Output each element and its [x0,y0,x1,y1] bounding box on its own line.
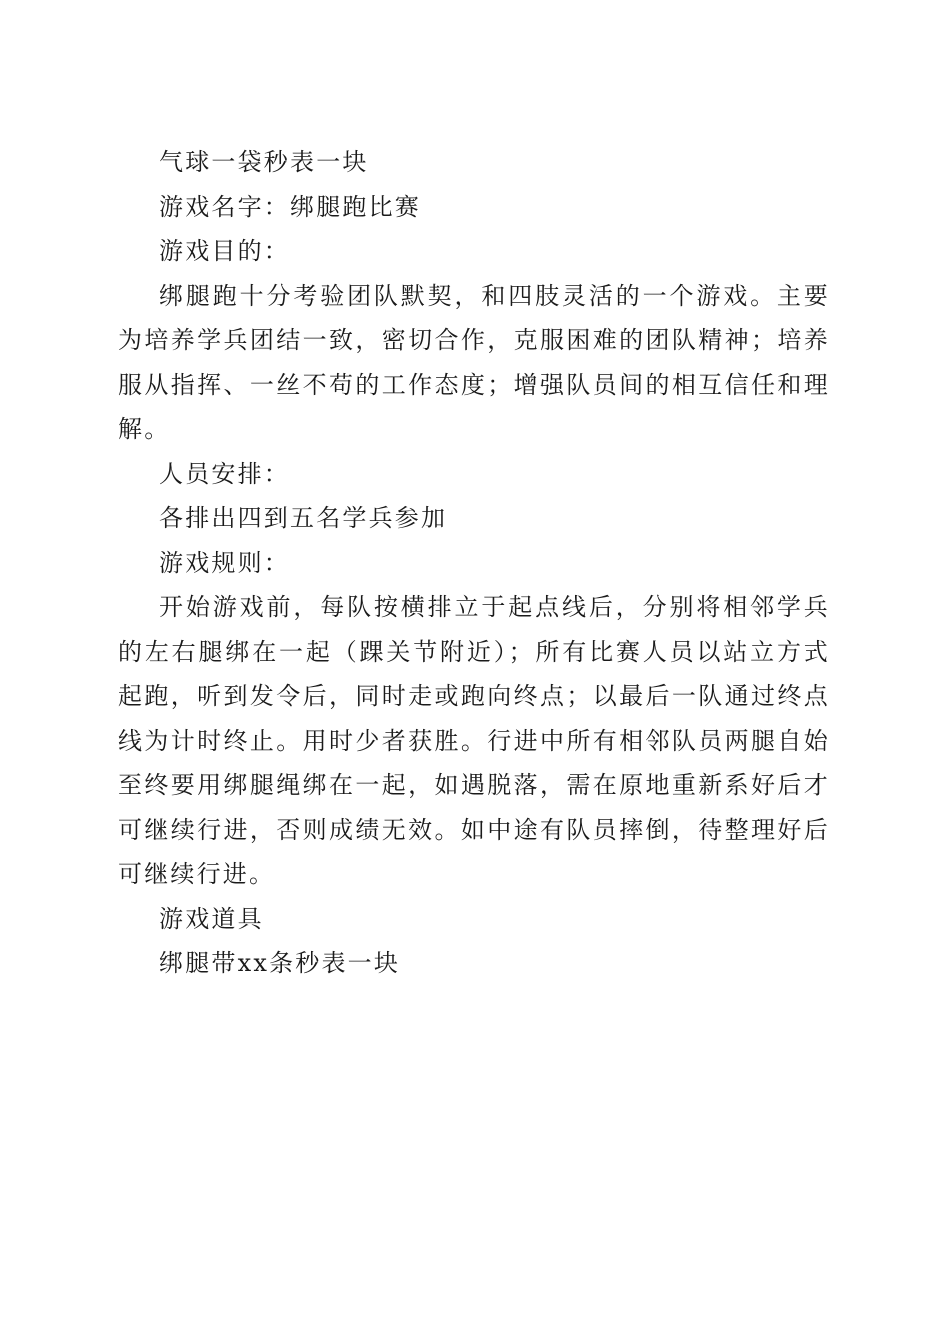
game-rules-heading: 游戏规则： [159,548,290,577]
game-rules-text: 开始游戏前，每队按横排立于起点线后，分别将相邻学兵的左右腿绑在一起（踝关节附近）；所有比赛人员以站立方式起跑，听到发令后，同时走或跑向终点；以最后一队通过终点线为计时终止。用时少者获胜。行进中所有相邻队员两腿自始至终要用绑腿绳绑在一起，如遇脱落，需在原地重新系好后才可继续行进，否则成绩无效。如中途有队员摔倒，待整理好后可继续行进。 [118,593,830,888]
staffing-heading: 人员安排： [159,459,290,488]
staffing-text: 各排出四到五名学兵参加 [159,504,448,532]
materials-line: 气球一袋秒表一块 [159,148,369,176]
document-body [118,140,830,986]
game-purpose-text: 绑腿跑十分考验团队默契，和四肢灵活的一个游戏。主要为培养学兵团结一致，密切合作，克服困难的团队精神；培养服从指挥、一丝不苟的工作态度；增强队员间的相互信任和理解。 [118,281,830,443]
game-name-line: 游戏名字：绑腿跑比赛 [159,192,421,221]
game-purpose-heading: 游戏目的： [159,237,290,265]
game-props-heading: 游戏道具 [159,904,264,933]
game-props-text: 绑腿带xx条秒表一块 [159,949,401,977]
